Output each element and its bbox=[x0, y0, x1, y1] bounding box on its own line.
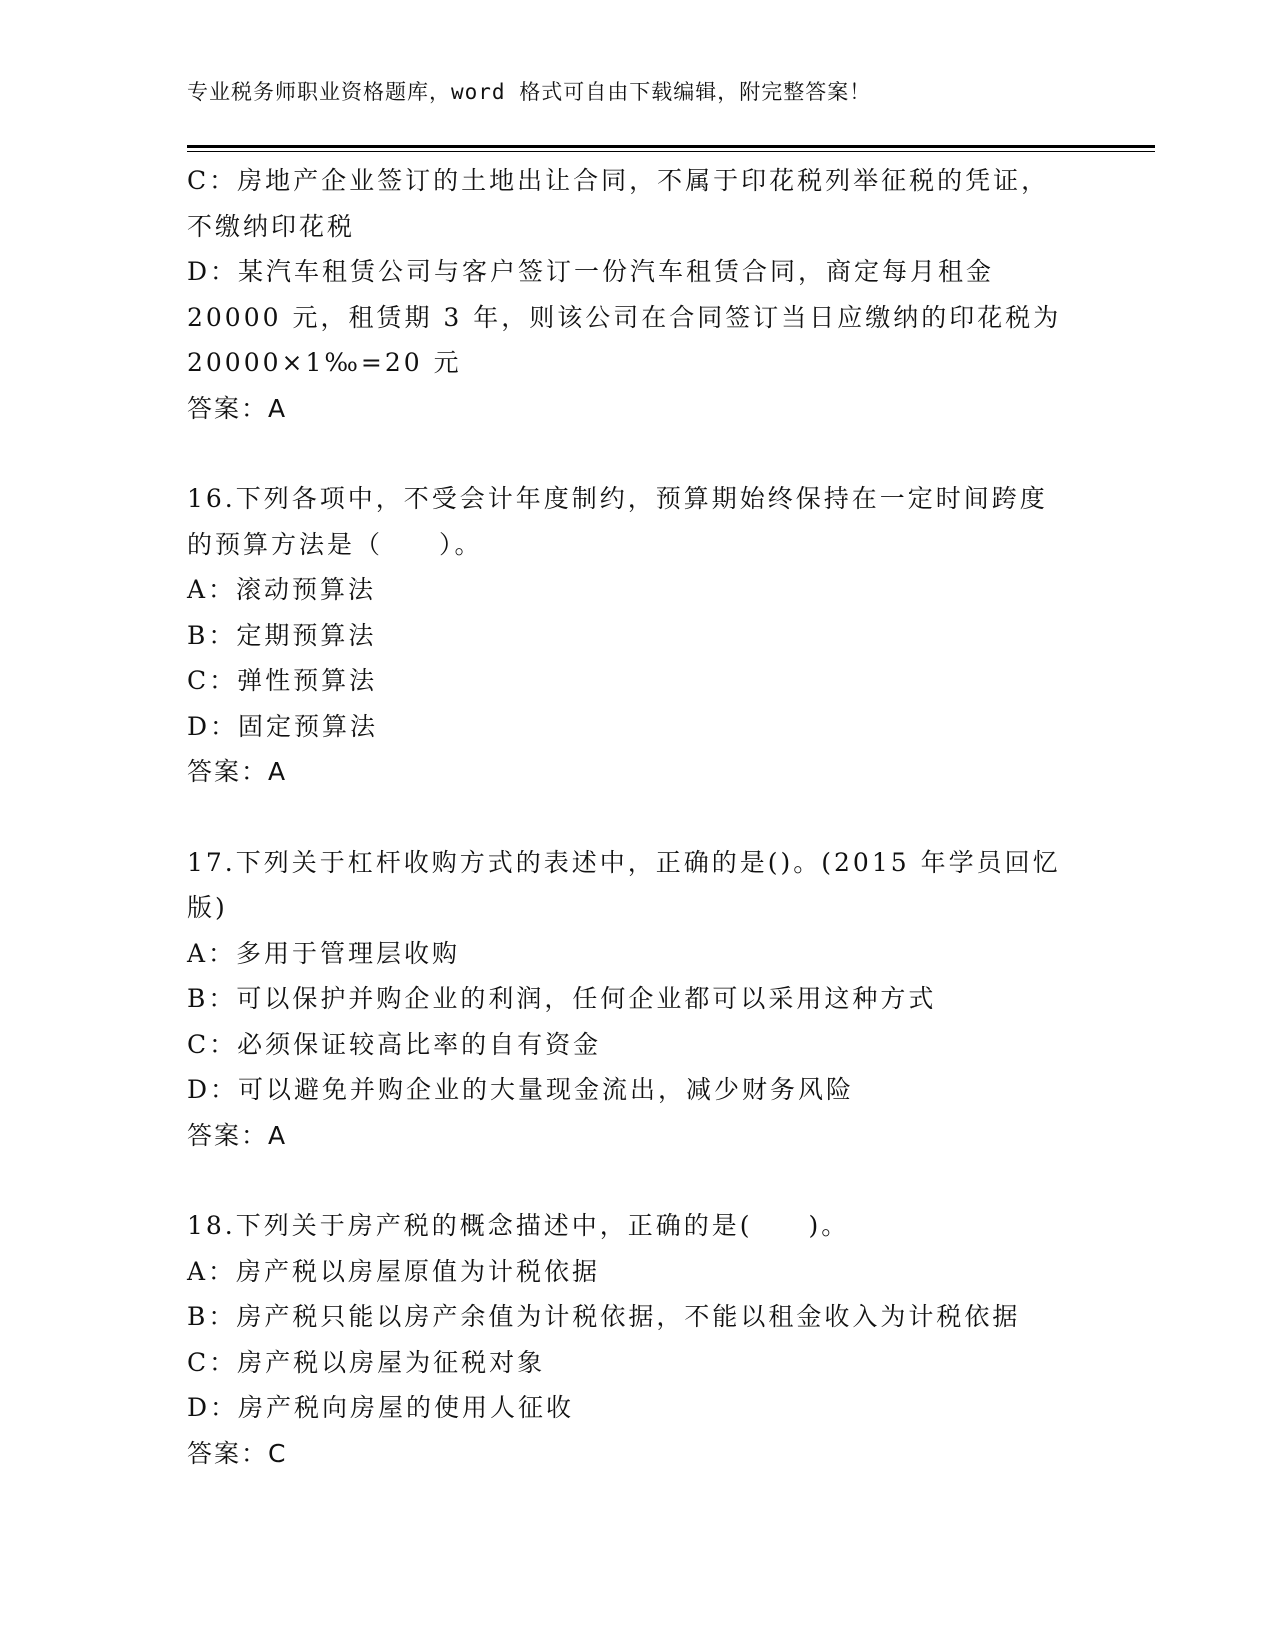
question-16 bbox=[187, 476, 1087, 795]
document-body bbox=[187, 158, 1087, 1476]
option-c: C：必须保证较高比率的自有资金 bbox=[187, 1029, 602, 1059]
option-d: D：固定预算法 bbox=[187, 711, 379, 741]
header-rule-thick bbox=[187, 145, 1155, 148]
question-17 bbox=[187, 840, 1087, 1159]
question-stem: 17.下列关于杠杆收购方式的表述中，正确的是()。(2015 年学员回忆 bbox=[187, 847, 1061, 877]
option-line: D：某汽车租赁公司与客户签订一份汽车租赁合同，商定每月租金 bbox=[187, 257, 995, 286]
option-c: C：弹性预算法 bbox=[187, 666, 378, 695]
answer-line: 答案：A bbox=[187, 1120, 288, 1150]
prev-question bbox=[187, 158, 1087, 431]
option-a: A：多用于管理层收购 bbox=[187, 938, 461, 968]
option-d: D：房产税向房屋的使用人征收 bbox=[187, 1393, 575, 1422]
option-line: 20000×1‰=20 元 bbox=[187, 348, 462, 377]
question-18 bbox=[187, 1203, 1087, 1476]
option-line: C：房地产企业签订的土地出让合同，不属于印花税列举征税的凭证， bbox=[187, 166, 1050, 195]
option-c: C：房产税以房屋为征税对象 bbox=[187, 1347, 546, 1377]
option-line: 不缴纳印花税 bbox=[187, 211, 356, 241]
answer-line: 答案：C bbox=[187, 1438, 288, 1468]
option-b: B：定期预算法 bbox=[187, 620, 377, 650]
header-rule-thin bbox=[187, 151, 1155, 152]
option-a: A：滚动预算法 bbox=[187, 575, 377, 604]
option-d: D：可以避免并购企业的大量现金流出，减少财务风险 bbox=[187, 1075, 855, 1104]
question-stem: 18.下列关于房产税的概念描述中，正确的是( )。 bbox=[187, 1211, 850, 1240]
question-stem: 版) bbox=[187, 893, 228, 922]
answer-line: 答案：A bbox=[187, 393, 288, 423]
option-b: B：可以保护并购企业的利润，任何企业都可以采用这种方式 bbox=[187, 984, 937, 1013]
page-header: 专业税务师职业资格题库，word 格式可自由下载编辑，附完整答案！ bbox=[187, 80, 872, 104]
question-stem: 16.下列各项中，不受会计年度制约，预算期始终保持在一定时间跨度 bbox=[187, 484, 1048, 513]
option-b: B：房产税只能以房产余值为计税依据，不能以租金收入为计税依据 bbox=[187, 1302, 1021, 1331]
question-stem: 的预算方法是（ ）。 bbox=[187, 529, 483, 559]
answer-line: 答案：A bbox=[187, 757, 288, 786]
option-a: A：房产税以房屋原值为计税依据 bbox=[187, 1256, 601, 1286]
option-line: 20000 元，租赁期 3 年，则该公司在合同签订当日应缴纳的印花税为 bbox=[187, 302, 1062, 332]
